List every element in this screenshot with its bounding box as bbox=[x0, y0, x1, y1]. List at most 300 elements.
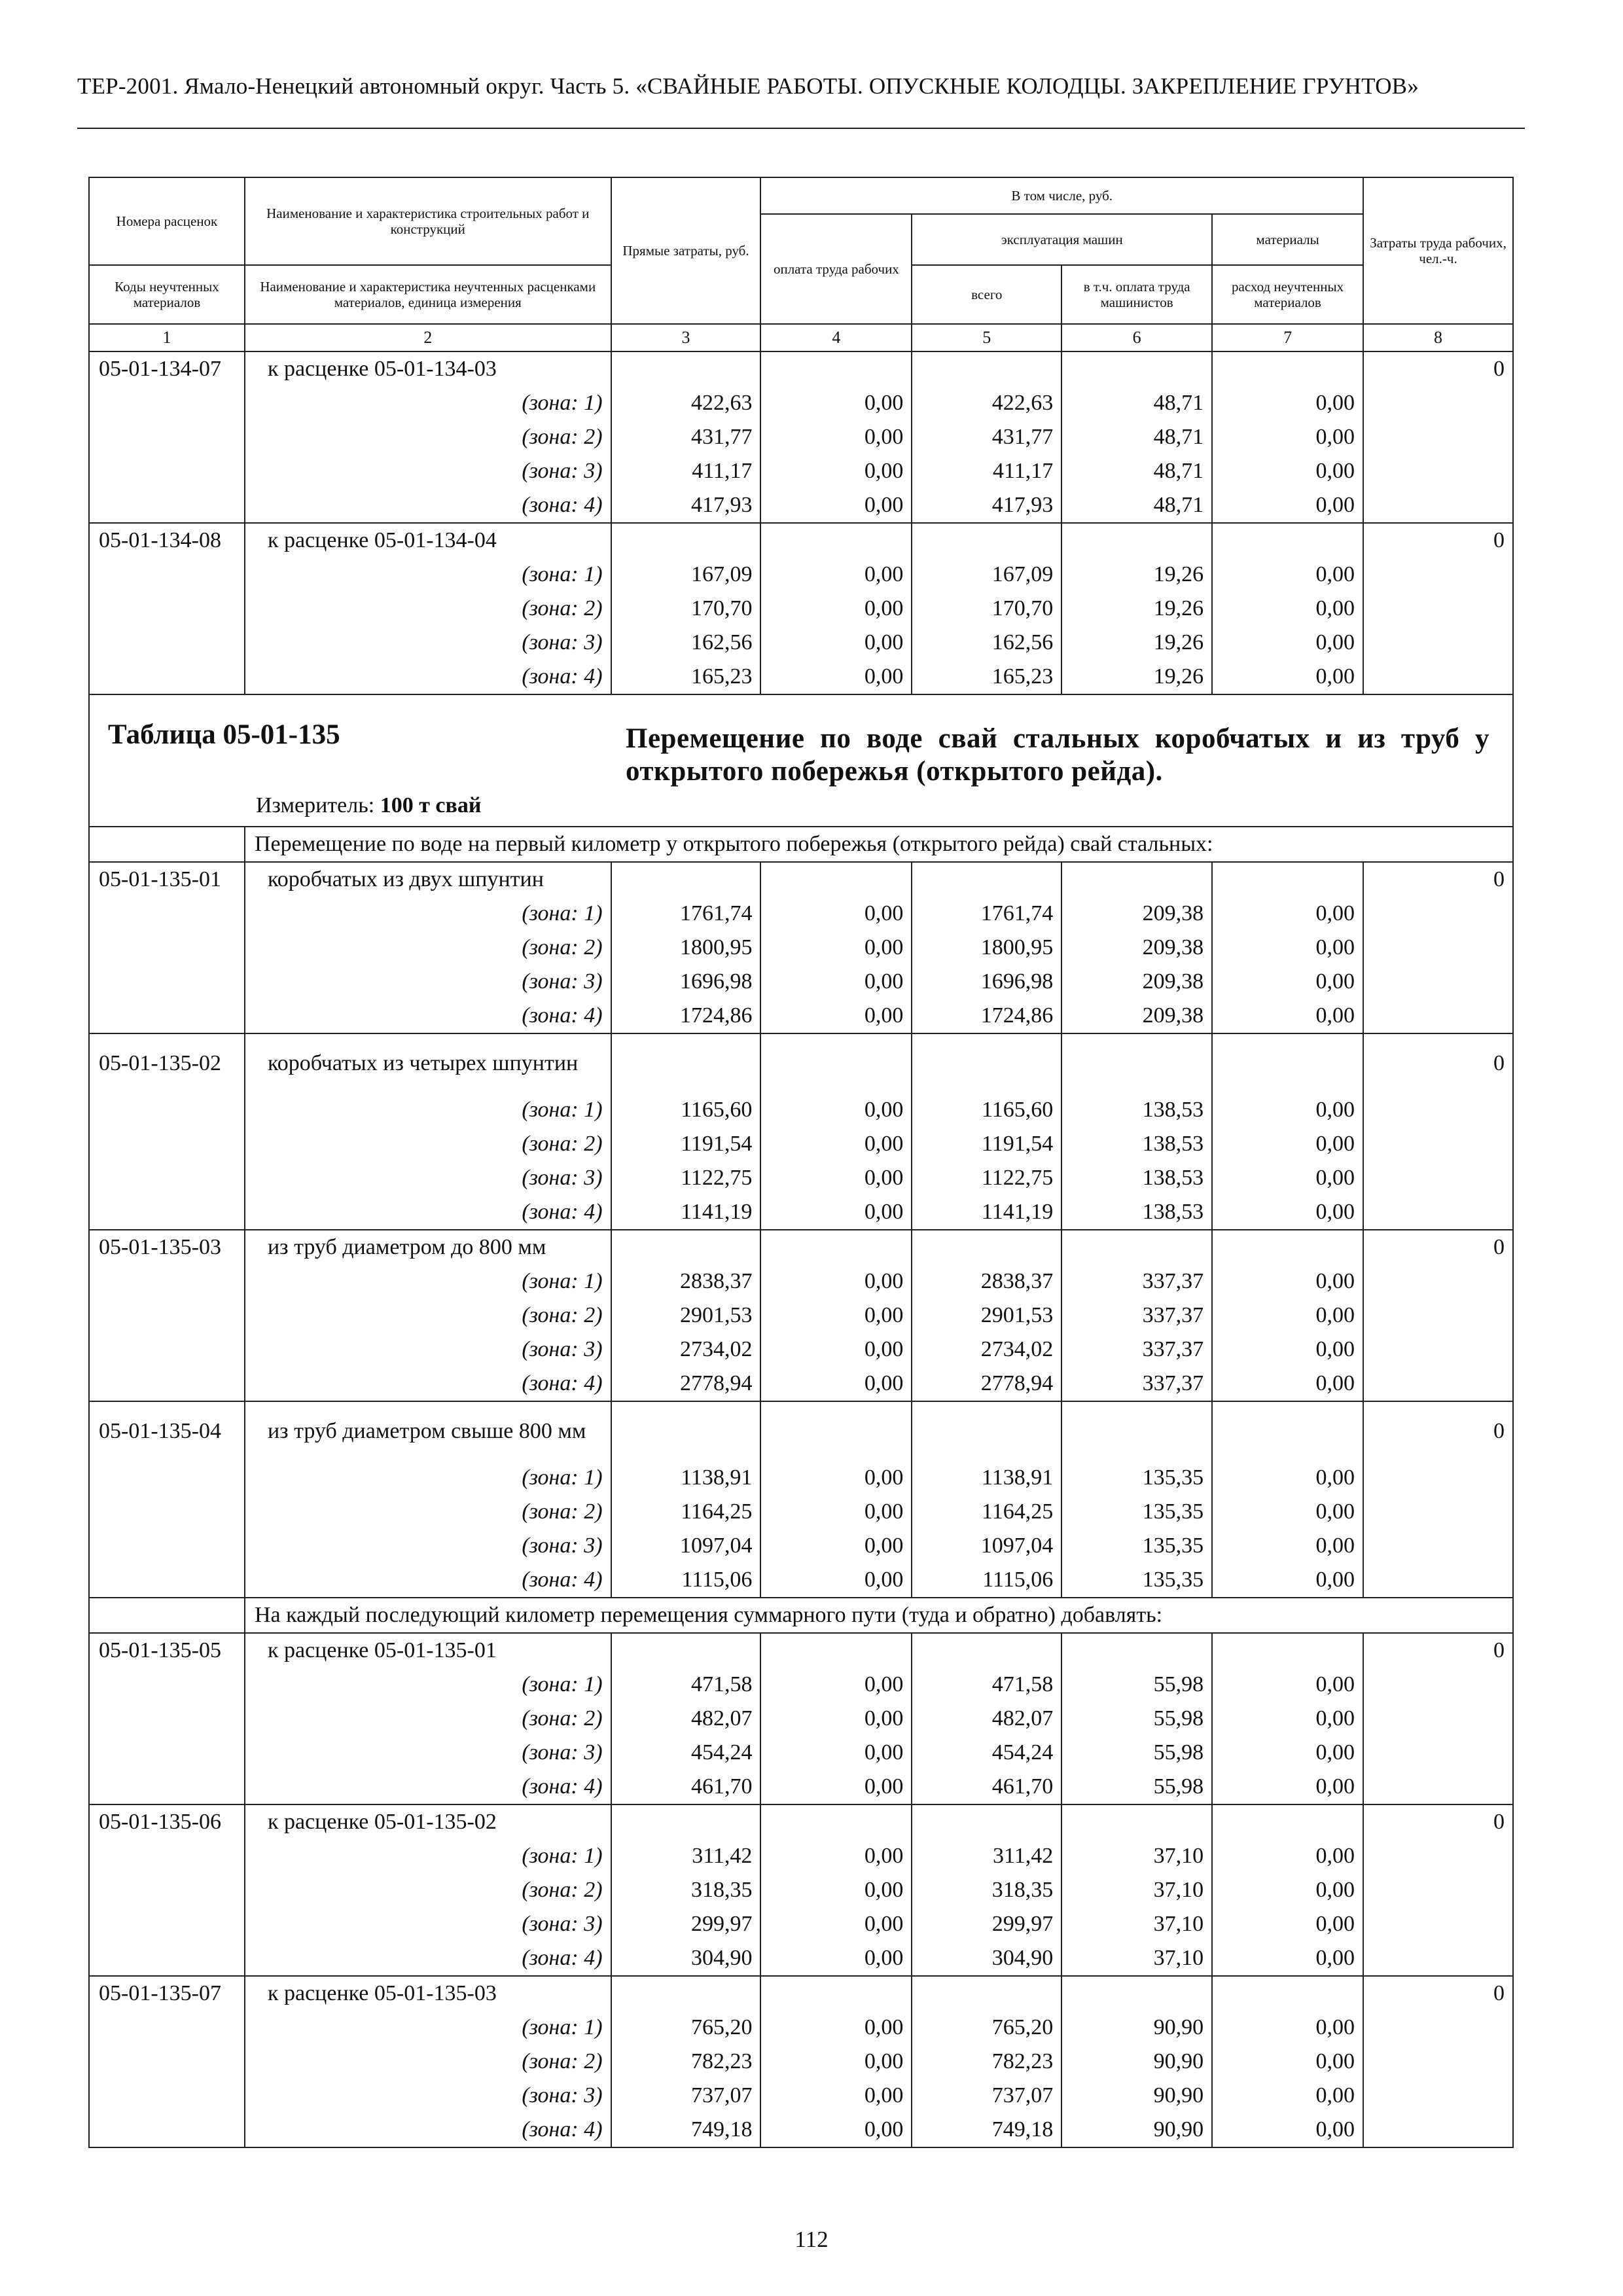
empty-cell bbox=[760, 1401, 912, 1461]
empty-cell bbox=[760, 1633, 912, 1668]
rate-name: к расценке 05-01-135-01 bbox=[245, 1633, 611, 1668]
zone-row bbox=[89, 2079, 1513, 2113]
materials-cost: 0,00 bbox=[1212, 1127, 1363, 1161]
operator-wage: 37,10 bbox=[1061, 1941, 1212, 1976]
operator-wage: 48,71 bbox=[1061, 420, 1212, 454]
empty-cell bbox=[89, 386, 245, 420]
empty-cell bbox=[89, 965, 245, 999]
operator-wage: 209,38 bbox=[1061, 931, 1212, 965]
zone-row bbox=[89, 592, 1513, 626]
empty-cell bbox=[1363, 1873, 1513, 1907]
zone-row bbox=[89, 558, 1513, 592]
empty-cell bbox=[1061, 351, 1212, 386]
operator-wage: 55,98 bbox=[1061, 1736, 1212, 1770]
zone-label: (зона: 2) bbox=[245, 931, 611, 965]
materials-cost: 0,00 bbox=[1212, 1668, 1363, 1702]
empty-cell bbox=[89, 1668, 245, 1702]
empty-cell bbox=[1363, 1265, 1513, 1299]
column-number: 4 bbox=[760, 324, 912, 351]
column-number: 3 bbox=[611, 324, 761, 351]
zone-row bbox=[89, 1839, 1513, 1873]
machine-total: 1191,54 bbox=[912, 1127, 1061, 1161]
zone-row bbox=[89, 999, 1513, 1033]
labor-cost: 0 bbox=[1363, 1033, 1513, 1093]
zone-label: (зона: 3) bbox=[245, 454, 611, 488]
empty-cell bbox=[1363, 592, 1513, 626]
zone-label: (зона: 1) bbox=[245, 2011, 611, 2045]
direct-cost: 1800,95 bbox=[611, 931, 761, 965]
empty-cell bbox=[89, 1736, 245, 1770]
rate-row bbox=[89, 1033, 1513, 1093]
empty-cell bbox=[89, 1563, 245, 1598]
rate-code: 05-01-135-06 bbox=[89, 1804, 245, 1839]
machine-total: 2778,94 bbox=[912, 1367, 1061, 1401]
header-operator-wages: в т.ч. оплата труда машинистов bbox=[1061, 265, 1212, 324]
empty-cell bbox=[1363, 420, 1513, 454]
empty-cell bbox=[89, 2113, 245, 2147]
direct-cost: 299,97 bbox=[611, 1907, 761, 1941]
zone-row bbox=[89, 931, 1513, 965]
zone-row bbox=[89, 2011, 1513, 2045]
machine-total: 167,09 bbox=[912, 558, 1061, 592]
empty-cell bbox=[89, 558, 245, 592]
empty-cell bbox=[1363, 1839, 1513, 1873]
direct-cost: 304,90 bbox=[611, 1941, 761, 1976]
zone-row bbox=[89, 1299, 1513, 1333]
empty-cell bbox=[89, 999, 245, 1033]
labor-cost: 0 bbox=[1363, 523, 1513, 558]
empty-cell bbox=[1061, 1976, 1212, 2011]
machine-total: 2734,02 bbox=[912, 1333, 1061, 1367]
machine-total: 1164,25 bbox=[912, 1495, 1061, 1529]
worker-wage: 0,00 bbox=[760, 1495, 912, 1529]
materials-cost: 0,00 bbox=[1212, 2079, 1363, 2113]
empty-cell bbox=[89, 931, 245, 965]
empty-cell bbox=[611, 1804, 761, 1839]
empty-cell bbox=[1212, 351, 1363, 386]
zone-row bbox=[89, 1195, 1513, 1230]
machine-total: 471,58 bbox=[912, 1668, 1061, 1702]
materials-cost: 0,00 bbox=[1212, 1907, 1363, 1941]
empty-cell bbox=[1363, 1702, 1513, 1736]
rate-name: к расценке 05-01-135-02 bbox=[245, 1804, 611, 1839]
worker-wage: 0,00 bbox=[760, 2079, 912, 2113]
materials-cost: 0,00 bbox=[1212, 386, 1363, 420]
header-material-description: Наименование и характеристика неучтенных расценками материалов, единица измерения bbox=[245, 265, 611, 324]
empty-cell bbox=[1061, 1633, 1212, 1668]
zone-row bbox=[89, 2045, 1513, 2079]
direct-cost: 165,23 bbox=[611, 660, 761, 694]
materials-cost: 0,00 bbox=[1212, 1839, 1363, 1873]
empty-cell bbox=[1363, 1563, 1513, 1598]
empty-cell bbox=[611, 1976, 761, 2011]
empty-cell bbox=[89, 2011, 245, 2045]
zone-label: (зона: 2) bbox=[245, 1495, 611, 1529]
machine-total: 318,35 bbox=[912, 1873, 1061, 1907]
operator-wage: 209,38 bbox=[1061, 897, 1212, 931]
machine-total: 417,93 bbox=[912, 488, 1061, 523]
zone-label: (зона: 1) bbox=[245, 897, 611, 931]
empty-cell bbox=[760, 1230, 912, 1265]
empty-cell bbox=[89, 1461, 245, 1495]
materials-cost: 0,00 bbox=[1212, 1299, 1363, 1333]
empty-cell bbox=[89, 1941, 245, 1976]
empty-cell bbox=[912, 1976, 1061, 2011]
materials-cost: 0,00 bbox=[1212, 1495, 1363, 1529]
header-machine-total: всего bbox=[912, 265, 1061, 324]
empty-cell bbox=[912, 1033, 1061, 1093]
header-work-description: Наименование и характеристика строительных работ и конструкций bbox=[245, 177, 611, 265]
empty-cell bbox=[89, 897, 245, 931]
zone-label: (зона: 4) bbox=[245, 1367, 611, 1401]
empty-cell bbox=[1363, 1529, 1513, 1563]
worker-wage: 0,00 bbox=[760, 1563, 912, 1598]
machine-total: 782,23 bbox=[912, 2045, 1061, 2079]
zone-label: (зона: 1) bbox=[245, 1265, 611, 1299]
machine-total: 749,18 bbox=[912, 2113, 1061, 2147]
direct-cost: 1724,86 bbox=[611, 999, 761, 1033]
direct-cost: 1164,25 bbox=[611, 1495, 761, 1529]
machine-total: 2838,37 bbox=[912, 1265, 1061, 1299]
empty-cell bbox=[89, 1770, 245, 1804]
worker-wage: 0,00 bbox=[760, 1195, 912, 1230]
empty-cell bbox=[89, 626, 245, 660]
empty-cell bbox=[1363, 2079, 1513, 2113]
direct-cost: 318,35 bbox=[611, 1873, 761, 1907]
empty-cell bbox=[1363, 386, 1513, 420]
machine-total: 2901,53 bbox=[912, 1299, 1061, 1333]
direct-cost: 431,77 bbox=[611, 420, 761, 454]
empty-cell bbox=[1212, 862, 1363, 897]
operator-wage: 19,26 bbox=[1061, 558, 1212, 592]
header-direct-costs: Прямые затраты, руб. bbox=[611, 177, 761, 324]
empty-cell bbox=[1061, 862, 1212, 897]
empty-cell bbox=[1363, 1495, 1513, 1529]
zone-row bbox=[89, 1668, 1513, 1702]
zone-row bbox=[89, 1367, 1513, 1401]
direct-cost: 162,56 bbox=[611, 626, 761, 660]
empty-cell bbox=[611, 1033, 761, 1093]
header-including: В том числе, руб. bbox=[760, 177, 1363, 214]
machine-total: 1696,98 bbox=[912, 965, 1061, 999]
machine-total: 422,63 bbox=[912, 386, 1061, 420]
subheading-section bbox=[89, 1598, 1513, 1633]
rate-code: 05-01-135-04 bbox=[89, 1401, 245, 1461]
table-caption-section bbox=[89, 694, 1513, 862]
empty-cell bbox=[1212, 1401, 1363, 1461]
empty-cell bbox=[760, 1033, 912, 1093]
zone-label: (зона: 3) bbox=[245, 1161, 611, 1195]
zone-label: (зона: 3) bbox=[245, 965, 611, 999]
rate-name: к расценке 05-01-135-03 bbox=[245, 1976, 611, 2011]
worker-wage: 0,00 bbox=[760, 1907, 912, 1941]
empty-cell bbox=[1363, 1093, 1513, 1127]
empty-cell bbox=[89, 488, 245, 523]
zone-row bbox=[89, 1127, 1513, 1161]
operator-wage: 37,10 bbox=[1061, 1873, 1212, 1907]
direct-cost: 482,07 bbox=[611, 1702, 761, 1736]
labor-cost: 0 bbox=[1363, 1804, 1513, 1839]
materials-cost: 0,00 bbox=[1212, 1265, 1363, 1299]
worker-wage: 0,00 bbox=[760, 558, 912, 592]
section-subheading: На каждый последующий километр перемещения суммарного пути (туда и обратно) добавлять: bbox=[245, 1598, 1513, 1633]
operator-wage: 138,53 bbox=[1061, 1127, 1212, 1161]
labor-cost: 0 bbox=[1363, 1976, 1513, 2011]
rate-name: из труб диаметром свыше 800 мм bbox=[245, 1401, 611, 1461]
machine-total: 1097,04 bbox=[912, 1529, 1061, 1563]
rate-code: 05-01-135-02 bbox=[89, 1033, 245, 1093]
empty-cell bbox=[1363, 488, 1513, 523]
operator-wage: 90,90 bbox=[1061, 2045, 1212, 2079]
materials-cost: 0,00 bbox=[1212, 1873, 1363, 1907]
header-rate-numbers: Номера расценок bbox=[89, 177, 245, 265]
column-numbers-row bbox=[89, 324, 1513, 351]
worker-wage: 0,00 bbox=[760, 1941, 912, 1976]
zone-row bbox=[89, 965, 1513, 999]
worker-wage: 0,00 bbox=[760, 1127, 912, 1161]
machine-total: 1122,75 bbox=[912, 1161, 1061, 1195]
rate-row bbox=[89, 1401, 1513, 1461]
empty-cell bbox=[1363, 2113, 1513, 2147]
machine-total: 170,70 bbox=[912, 592, 1061, 626]
zone-label: (зона: 2) bbox=[245, 1873, 611, 1907]
empty-cell bbox=[1061, 523, 1212, 558]
labor-cost: 0 bbox=[1363, 1633, 1513, 1668]
rate-code: 05-01-135-03 bbox=[89, 1230, 245, 1265]
worker-wage: 0,00 bbox=[760, 488, 912, 523]
materials-cost: 0,00 bbox=[1212, 626, 1363, 660]
machine-total: 304,90 bbox=[912, 1941, 1061, 1976]
zone-row bbox=[89, 660, 1513, 694]
unit-label: Измеритель: bbox=[256, 793, 375, 817]
empty-cell bbox=[1363, 1195, 1513, 1230]
direct-cost: 1165,60 bbox=[611, 1093, 761, 1127]
operator-wage: 135,35 bbox=[1061, 1563, 1212, 1598]
empty-cell bbox=[760, 1976, 912, 2011]
empty-cell bbox=[89, 1873, 245, 1907]
empty-cell bbox=[1363, 1367, 1513, 1401]
table-header bbox=[89, 177, 1513, 351]
header-materials: материалы bbox=[1212, 214, 1363, 265]
machine-total: 1800,95 bbox=[912, 931, 1061, 965]
header-machine-operation: эксплуатация машин bbox=[912, 214, 1212, 265]
machine-total: 162,56 bbox=[912, 626, 1061, 660]
worker-wage: 0,00 bbox=[760, 454, 912, 488]
materials-cost: 0,00 bbox=[1212, 1461, 1363, 1495]
empty-cell bbox=[912, 862, 1061, 897]
empty-cell bbox=[89, 420, 245, 454]
direct-cost: 170,70 bbox=[611, 592, 761, 626]
operator-wage: 48,71 bbox=[1061, 386, 1212, 420]
empty-cell bbox=[1363, 1127, 1513, 1161]
operator-wage: 48,71 bbox=[1061, 454, 1212, 488]
operator-wage: 90,90 bbox=[1061, 2079, 1212, 2113]
zone-row bbox=[89, 626, 1513, 660]
empty-cell bbox=[89, 2045, 245, 2079]
operator-wage: 90,90 bbox=[1061, 2113, 1212, 2147]
rate-row bbox=[89, 351, 1513, 386]
document-header-title: ТЕР-2001. Ямало-Ненецкий автономный округ. Часть 5. «СВАЙНЫЕ РАБОТЫ. ОПУСКНЫЕ КОЛОДЦЫ. ЗАКРЕПЛЕНИЕ ГРУНТОВ» bbox=[77, 73, 1419, 99]
rate-name: к расценке 05-01-134-04 bbox=[245, 523, 611, 558]
materials-cost: 0,00 bbox=[1212, 1563, 1363, 1598]
operator-wage: 37,10 bbox=[1061, 1907, 1212, 1941]
unit-line bbox=[256, 793, 481, 818]
materials-cost: 0,00 bbox=[1212, 2113, 1363, 2147]
direct-cost: 311,42 bbox=[611, 1839, 761, 1873]
empty-cell bbox=[1363, 1907, 1513, 1941]
zone-label: (зона: 1) bbox=[245, 1093, 611, 1127]
empty-cell bbox=[912, 1401, 1061, 1461]
empty-cell bbox=[89, 1495, 245, 1529]
section-subheading: Перемещение по воде на первый километр у открытого побережья (открытого рейда) свай стальных: bbox=[245, 827, 1513, 862]
empty-cell bbox=[1363, 1668, 1513, 1702]
rate-code: 05-01-135-05 bbox=[89, 1633, 245, 1668]
zone-row bbox=[89, 1770, 1513, 1804]
materials-cost: 0,00 bbox=[1212, 931, 1363, 965]
worker-wage: 0,00 bbox=[760, 897, 912, 931]
direct-cost: 2734,02 bbox=[611, 1333, 761, 1367]
zone-row bbox=[89, 420, 1513, 454]
machine-total: 1724,86 bbox=[912, 999, 1061, 1033]
zone-label: (зона: 3) bbox=[245, 2079, 611, 2113]
materials-cost: 0,00 bbox=[1212, 1093, 1363, 1127]
materials-cost: 0,00 bbox=[1212, 660, 1363, 694]
zone-label: (зона: 2) bbox=[245, 1702, 611, 1736]
empty-cell bbox=[89, 1127, 245, 1161]
rate-code: 05-01-135-07 bbox=[89, 1976, 245, 2011]
empty-cell bbox=[1363, 1299, 1513, 1333]
machine-total: 461,70 bbox=[912, 1770, 1061, 1804]
direct-cost: 167,09 bbox=[611, 558, 761, 592]
materials-cost: 0,00 bbox=[1212, 1195, 1363, 1230]
empty-cell bbox=[611, 1230, 761, 1265]
rate-name: коробчатых из двух шпунтин bbox=[245, 862, 611, 897]
worker-wage: 0,00 bbox=[760, 1839, 912, 1873]
empty-cell bbox=[760, 1804, 912, 1839]
worker-wage: 0,00 bbox=[760, 1367, 912, 1401]
empty-cell bbox=[1363, 2011, 1513, 2045]
zone-label: (зона: 4) bbox=[245, 1770, 611, 1804]
worker-wage: 0,00 bbox=[760, 931, 912, 965]
empty-cell bbox=[89, 1333, 245, 1367]
empty-cell bbox=[89, 1093, 245, 1127]
operator-wage: 19,26 bbox=[1061, 626, 1212, 660]
empty-cell bbox=[1061, 1230, 1212, 1265]
machine-total: 411,17 bbox=[912, 454, 1061, 488]
empty-cell bbox=[611, 1633, 761, 1668]
zone-label: (зона: 4) bbox=[245, 488, 611, 523]
zone-row bbox=[89, 1265, 1513, 1299]
worker-wage: 0,00 bbox=[760, 2011, 912, 2045]
zone-label: (зона: 4) bbox=[245, 999, 611, 1033]
direct-cost: 1097,04 bbox=[611, 1529, 761, 1563]
operator-wage: 209,38 bbox=[1061, 999, 1212, 1033]
machine-total: 165,23 bbox=[912, 660, 1061, 694]
zone-label: (зона: 2) bbox=[245, 1127, 611, 1161]
rates-each-km-section bbox=[89, 1633, 1513, 2147]
direct-cost: 1696,98 bbox=[611, 965, 761, 999]
zone-label: (зона: 4) bbox=[245, 1941, 611, 1976]
worker-wage: 0,00 bbox=[760, 1161, 912, 1195]
labor-cost: 0 bbox=[1363, 1401, 1513, 1461]
empty-cell bbox=[912, 523, 1061, 558]
machine-total: 1115,06 bbox=[912, 1563, 1061, 1598]
empty-cell bbox=[89, 660, 245, 694]
empty-cell bbox=[1212, 1633, 1363, 1668]
operator-wage: 337,37 bbox=[1061, 1367, 1212, 1401]
table-caption-cell bbox=[89, 694, 1513, 827]
empty-cell bbox=[1363, 660, 1513, 694]
worker-wage: 0,00 bbox=[760, 1873, 912, 1907]
empty-cell bbox=[1212, 1976, 1363, 2011]
direct-cost: 2901,53 bbox=[611, 1299, 761, 1333]
header-unaccounted-materials: расход неучтенных материалов bbox=[1212, 265, 1363, 324]
empty-cell bbox=[89, 1907, 245, 1941]
worker-wage: 0,00 bbox=[760, 1461, 912, 1495]
zone-row bbox=[89, 1333, 1513, 1367]
direct-cost: 749,18 bbox=[611, 2113, 761, 2147]
worker-wage: 0,00 bbox=[760, 386, 912, 420]
rate-name: к расценке 05-01-134-03 bbox=[245, 351, 611, 386]
empty-cell bbox=[1363, 1736, 1513, 1770]
zone-row bbox=[89, 1529, 1513, 1563]
materials-cost: 0,00 bbox=[1212, 1333, 1363, 1367]
operator-wage: 19,26 bbox=[1061, 592, 1212, 626]
rate-name: из труб диаметром до 800 мм bbox=[245, 1230, 611, 1265]
worker-wage: 0,00 bbox=[760, 1529, 912, 1563]
worker-wage: 0,00 bbox=[760, 2045, 912, 2079]
empty-cell bbox=[760, 351, 912, 386]
zone-label: (зона: 2) bbox=[245, 2045, 611, 2079]
zone-label: (зона: 2) bbox=[245, 592, 611, 626]
materials-cost: 0,00 bbox=[1212, 999, 1363, 1033]
zone-label: (зона: 4) bbox=[245, 2113, 611, 2147]
empty-cell bbox=[89, 1195, 245, 1230]
materials-cost: 0,00 bbox=[1212, 1941, 1363, 1976]
table-number: Таблица 05-01-135 bbox=[108, 719, 340, 750]
rate-row bbox=[89, 862, 1513, 897]
machine-total: 299,97 bbox=[912, 1907, 1061, 1941]
rate-row bbox=[89, 523, 1513, 558]
operator-wage: 37,10 bbox=[1061, 1839, 1212, 1873]
empty-cell bbox=[1363, 1333, 1513, 1367]
zone-row bbox=[89, 2113, 1513, 2147]
empty-cell bbox=[611, 862, 761, 897]
column-number: 1 bbox=[89, 324, 245, 351]
zone-row bbox=[89, 454, 1513, 488]
operator-wage: 55,98 bbox=[1061, 1668, 1212, 1702]
zone-label: (зона: 1) bbox=[245, 558, 611, 592]
zone-row bbox=[89, 1495, 1513, 1529]
machine-total: 1761,74 bbox=[912, 897, 1061, 931]
materials-cost: 0,00 bbox=[1212, 1770, 1363, 1804]
worker-wage: 0,00 bbox=[760, 626, 912, 660]
worker-wage: 0,00 bbox=[760, 1770, 912, 1804]
empty-cell bbox=[1212, 523, 1363, 558]
zone-row bbox=[89, 897, 1513, 931]
unit-value: 100 т свай bbox=[380, 793, 482, 817]
direct-cost: 417,93 bbox=[611, 488, 761, 523]
empty-cell bbox=[912, 1804, 1061, 1839]
rate-name: коробчатых из четырех шпунтин bbox=[245, 1033, 611, 1093]
column-number: 7 bbox=[1212, 324, 1363, 351]
empty-cell bbox=[1212, 1804, 1363, 1839]
empty-cell bbox=[89, 1265, 245, 1299]
operator-wage: 19,26 bbox=[1061, 660, 1212, 694]
zone-row bbox=[89, 1563, 1513, 1598]
empty-cell bbox=[912, 1633, 1061, 1668]
direct-cost: 461,70 bbox=[611, 1770, 761, 1804]
